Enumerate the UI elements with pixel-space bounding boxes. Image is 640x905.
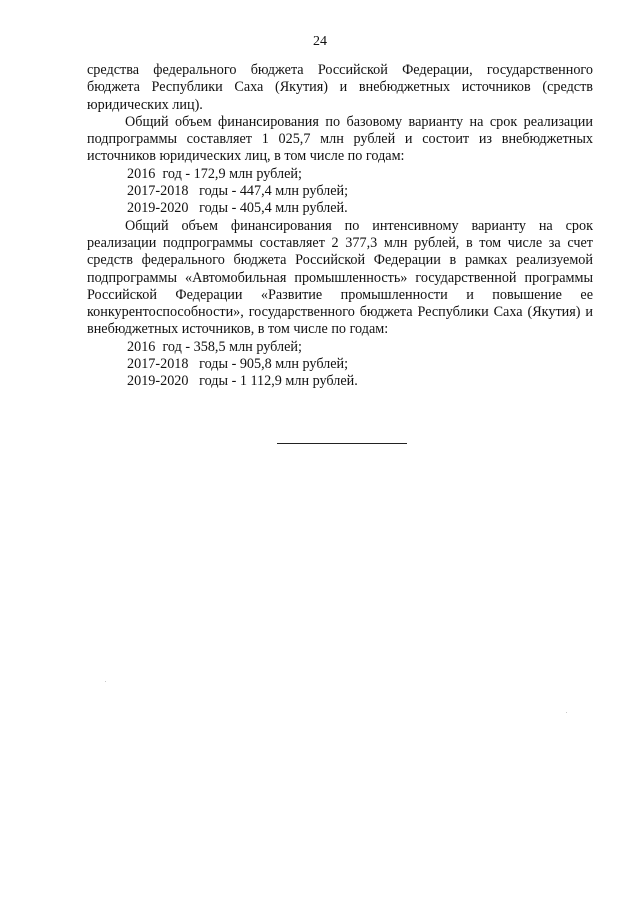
scan-speck <box>105 681 106 682</box>
paragraph-funding-sources: средства федерального бюджета Российской Федерации, государственного бюджета Республики Саха (Якутия) и внебюджетных источников (средств юридических лиц). <box>87 62 593 113</box>
intensive-year-line-2017-2018: 2017-2018 годы - 905,8 млн рублей; <box>127 356 349 373</box>
base-year-line-2016: 2016 год - 172,9 млн рублей; <box>127 165 302 182</box>
intensive-variant-year-list <box>87 339 593 391</box>
document-body <box>87 62 593 391</box>
paragraph-base-variant: Общий объем финансирования по базовому варианту на срок реализации подпрограммы составляет 1 025,7 млн рублей и состоит из внебюджетных источников юридических лиц, в том числе по годам: <box>87 113 593 165</box>
end-separator-line <box>277 443 407 444</box>
page-number: 24 <box>313 34 327 49</box>
intensive-year-line-2019-2020: 2019-2020 годы - 1 112,9 млн рублей. <box>127 373 358 390</box>
scan-speck <box>566 712 567 713</box>
intensive-year-line-2016: 2016 год - 358,5 млн рублей; <box>127 338 302 355</box>
paragraph-intensive-variant: Общий объем финансирования по интенсивному варианту на срок реализации подпрограммы составляет 2 377,3 млн рублей, в том числе за счет средств федерального бюджета Российской Федерации в рамках реализуемой подпрограммы «Автомобильная промышленность» государственной программы Российской Федерации «Развитие промышленности и повышение ее конкурентоспособности», государственного бюджета Республики Саха (Якутия) и внебюджетных источников, в том числе по годам: <box>87 217 593 338</box>
base-year-line-2017-2018: 2017-2018 годы - 447,4 млн рублей; <box>127 183 349 200</box>
base-variant-year-list <box>87 166 593 218</box>
base-year-line-2019-2020: 2019-2020 годы - 405,4 млн рублей. <box>127 200 348 217</box>
